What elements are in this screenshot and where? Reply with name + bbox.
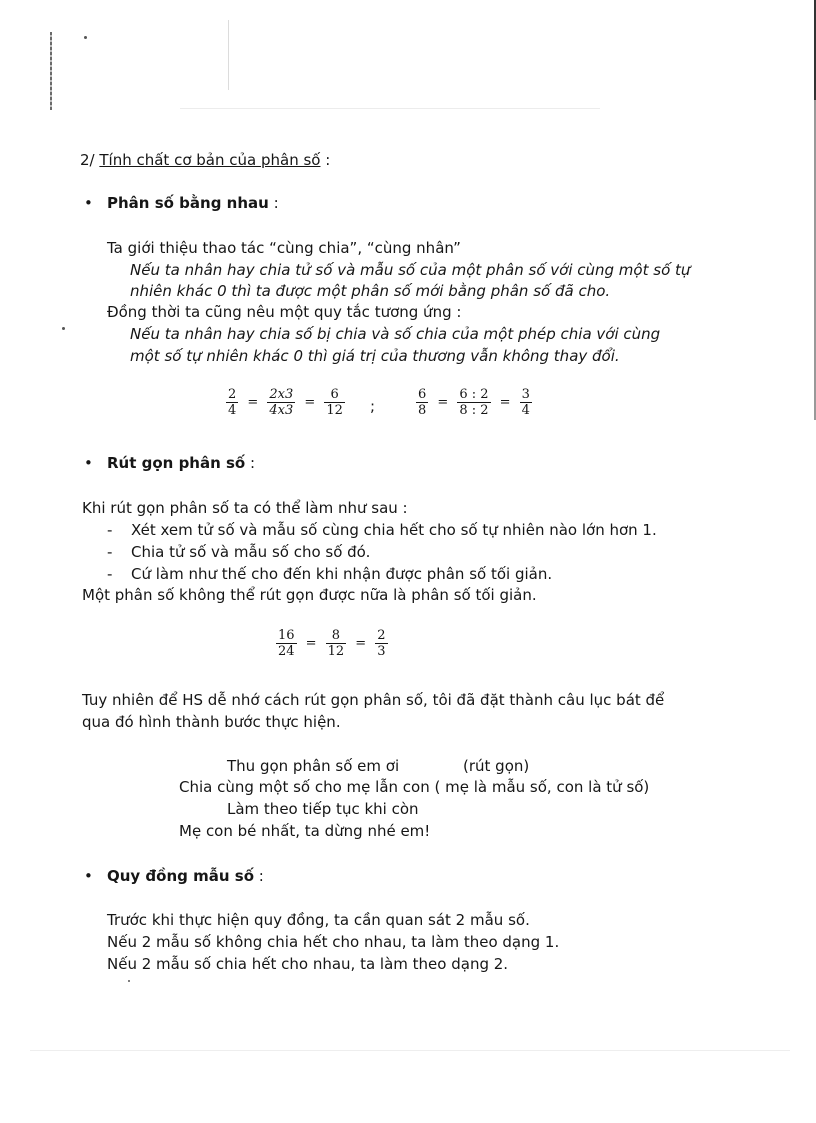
- equals-sign: =: [304, 395, 316, 410]
- step-dash: -: [107, 543, 113, 561]
- poem-line1-note: (rút gọn): [463, 757, 530, 775]
- fraction: $\frac{2}{4}$: [228, 387, 237, 418]
- section-prefix: 2/: [80, 151, 100, 169]
- rule1-line2: nhiên khác 0 thì ta được một phân số mới bằng phân số đã cho.: [130, 282, 611, 300]
- fraction: $\frac{6 : 2}{8 : 2}$: [459, 387, 489, 418]
- bullet-common-denominator: •: [84, 867, 93, 885]
- step-1: Xét xem tử số và mẫu số cùng chia hết cho số tự nhiên nào lớn hơn 1.: [131, 521, 657, 539]
- heading-suffix: :: [268, 194, 279, 212]
- scan-speck: [128, 980, 130, 982]
- section-title: [80, 150, 330, 170]
- poem-line4: Mẹ con bé nhất, ta dừng nhé em!: [179, 822, 431, 840]
- example-separator: ;: [370, 397, 376, 415]
- scan-edge-left: [50, 32, 52, 110]
- scan-dash: [180, 108, 600, 109]
- equal-example-left: [226, 387, 345, 418]
- equals-sign: =: [437, 395, 449, 410]
- step-3: Cứ làm như thế cho đến khi nhận được phân số tối giản.: [131, 565, 553, 583]
- fraction: $\frac{6}{12}$: [326, 387, 343, 418]
- fraction: $\frac{3}{4}$: [521, 387, 530, 418]
- simplify-conclusion: Một phân số không thể rút gọn được nữa là phân số tối giản.: [82, 586, 537, 604]
- equals-sign: =: [355, 636, 367, 651]
- equal-intro: Ta giới thiệu thao tác “cùng chia”, “cùng nhân”: [107, 239, 461, 257]
- heading-simplify-text: Rút gọn phân số: [107, 454, 246, 472]
- simplify-intro: Khi rút gọn phân số ta có thể làm như sau :: [82, 499, 408, 517]
- rule1-line1: Nếu ta nhân hay chia tử số và mẫu số của một phân số với cùng một số tự: [130, 261, 691, 279]
- heading-equal-fractions: [107, 193, 279, 213]
- scan-dash: [30, 1050, 790, 1051]
- poem-line2: Chia cùng một số cho mẹ lẫn con ( mẹ là mẫu số, con là tử số): [179, 778, 650, 796]
- equals-sign: =: [499, 395, 511, 410]
- fraction: $\frac{2x3}{4x3}$: [269, 387, 294, 418]
- fraction: $\frac{6}{8}$: [418, 387, 427, 418]
- heading-common-denominator: [107, 866, 264, 886]
- also-rule: Đồng thời ta cũng nêu một quy tắc tương ứng :: [107, 303, 462, 321]
- equals-sign: =: [247, 395, 259, 410]
- bullet-equal-fractions: •: [84, 194, 93, 212]
- fraction: $\frac{2}{3}$: [377, 628, 386, 659]
- fraction: $\frac{8}{12}$: [327, 628, 345, 659]
- step-dash: -: [107, 565, 113, 583]
- scan-speck: [84, 36, 87, 39]
- common-line1: Trước khi thực hiện quy đồng, ta cần quan sát 2 mẫu số.: [107, 911, 530, 929]
- common-line2: Nếu 2 mẫu số không chia hết cho nhau, ta làm theo dạng 1.: [107, 933, 560, 951]
- scan-dash: [228, 20, 229, 90]
- section-title-text: Tính chất cơ bản của phân số: [99, 151, 321, 169]
- fraction: $\frac{16}{24}$: [278, 628, 295, 659]
- simplify-example: [276, 628, 388, 659]
- poem-line3: Làm theo tiếp tục khi còn: [227, 800, 419, 818]
- equals-sign: =: [305, 636, 317, 651]
- equal-example-right: [416, 387, 532, 418]
- poem-line1: Thu gọn phân số em ơi: [227, 757, 400, 775]
- note-line1: Tuy nhiên để HS dễ nhớ cách rút gọn phân số, tôi đã đặt thành câu lục bát để: [82, 691, 665, 709]
- heading-common-denominator-text: Quy đồng mẫu số: [107, 867, 254, 885]
- note-line2: qua đó hình thành bước thực hiện.: [82, 713, 341, 731]
- heading-equal-fractions-text: Phân số bằng nhau: [107, 194, 269, 212]
- scan-speck: [62, 327, 65, 330]
- rule2-line1: Nếu ta nhân hay chia số bị chia và số chia của một phép chia với cùng: [130, 325, 661, 343]
- bullet-simplify: •: [84, 454, 93, 472]
- rule2-line2: một số tự nhiên khác 0 thì giá trị của thương vẫn không thay đổi.: [130, 347, 620, 365]
- step-dash: -: [107, 521, 113, 539]
- heading-simplify: [107, 453, 255, 473]
- step-2: Chia tử số và mẫu số cho số đó.: [131, 543, 371, 561]
- common-line3: Nếu 2 mẫu số chia hết cho nhau, ta làm theo dạng 2.: [107, 955, 509, 973]
- heading-suffix: :: [245, 454, 256, 472]
- section-suffix: :: [320, 151, 331, 169]
- heading-suffix: :: [254, 867, 264, 885]
